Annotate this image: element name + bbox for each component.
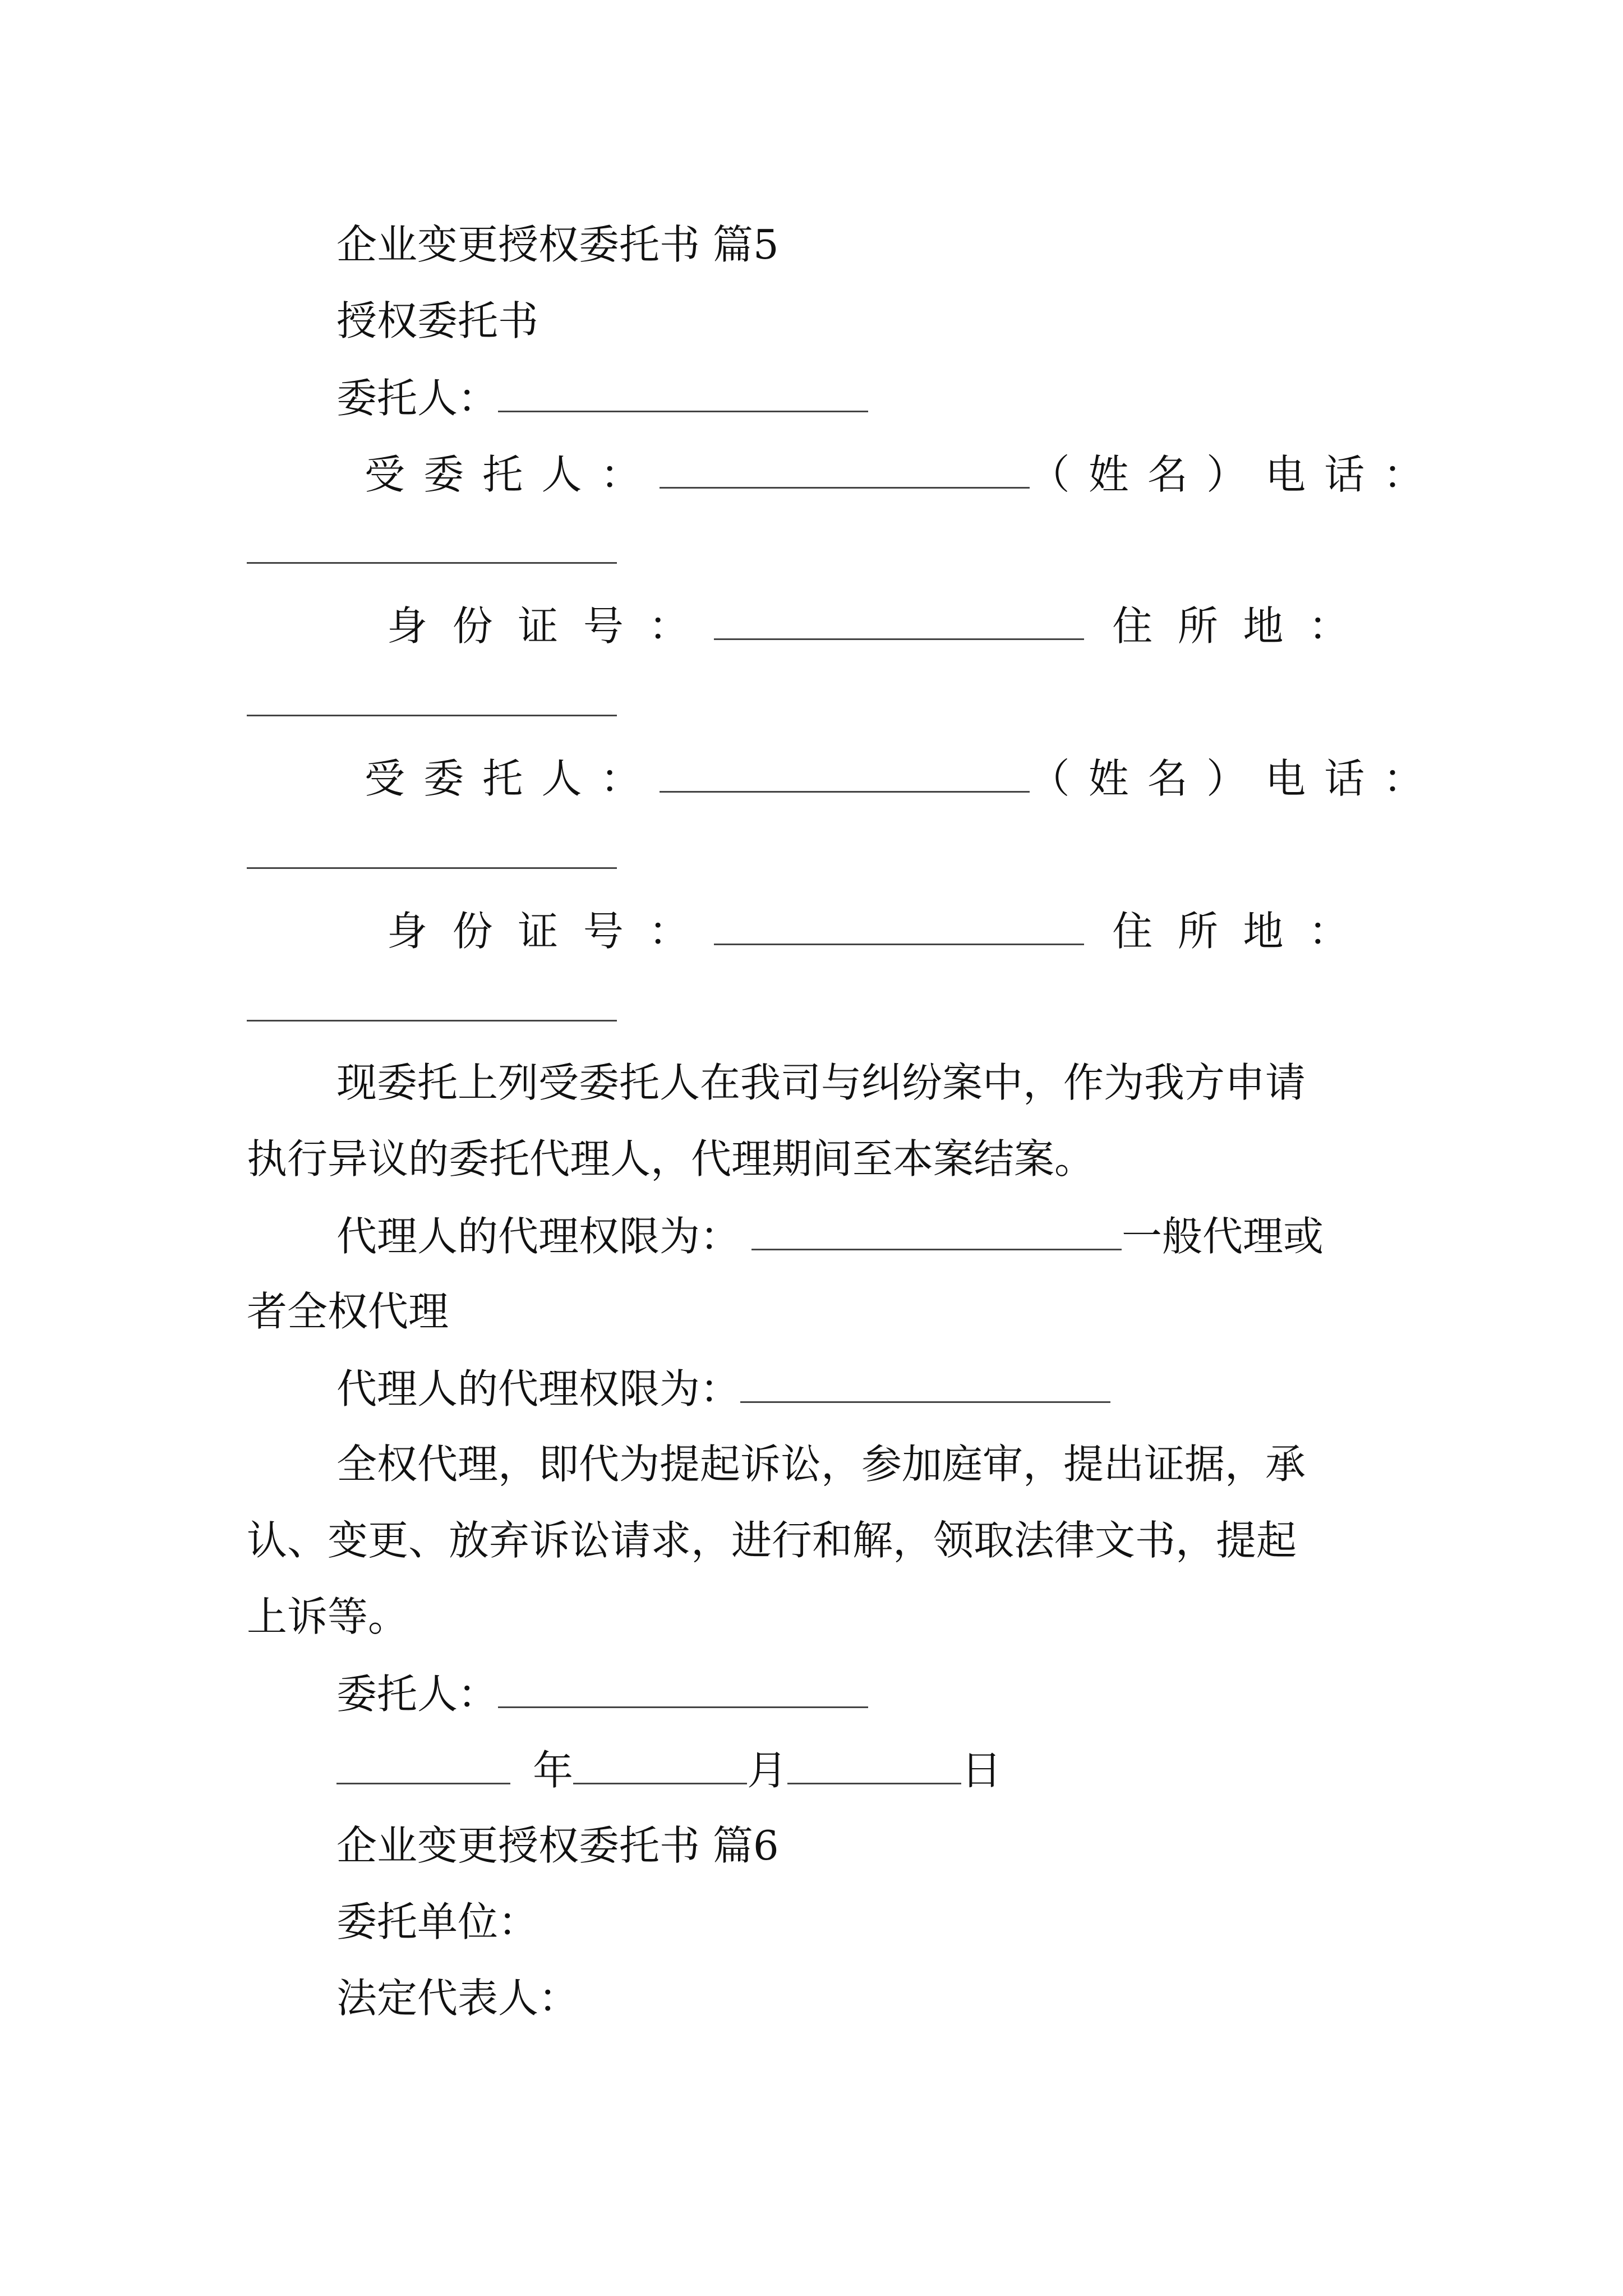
authority-blank-1	[751, 1208, 1122, 1250]
phone-blank-1	[247, 522, 617, 564]
year-blank	[336, 1742, 510, 1784]
authority-options-cont: 者全权代理	[247, 1288, 449, 1335]
authority-options: 一般代理或	[1122, 1213, 1324, 1260]
id-label-2: 身份证号：	[387, 908, 714, 955]
address-label-1: 住所地：	[1112, 602, 1374, 650]
phone-line-1	[247, 522, 617, 577]
name-phone-label-1: （姓名）电话：	[1029, 451, 1442, 498]
authority-line-2	[336, 1361, 1110, 1416]
section-heading-6: 企业变更授权委托书 篇6	[336, 1822, 779, 1869]
agent-line-2	[365, 751, 1442, 806]
para1-line2: 执行异议的委托代理人，代理期间至本案结案。	[247, 1135, 1095, 1182]
date-line	[336, 1742, 1002, 1797]
address-blank-2	[247, 979, 617, 1022]
section-heading-5: 企业变更授权委托书 篇5	[336, 221, 779, 268]
year-label: 年	[533, 1747, 574, 1794]
agent-label-1: 受委托人：	[365, 451, 660, 498]
month-label: 月	[747, 1747, 788, 1794]
id-blank-1	[714, 598, 1084, 640]
client-label-2: 委托人：	[336, 1671, 499, 1718]
day-label: 日	[961, 1747, 1002, 1794]
client-line-2	[336, 1666, 868, 1721]
id-blank-2	[714, 903, 1084, 945]
client-blank-2	[498, 1666, 868, 1708]
phone-line-2	[247, 827, 617, 882]
agent-name-blank-2	[660, 751, 1030, 793]
name-phone-label-2: （姓名）电话：	[1029, 755, 1442, 802]
authority-label-1: 代理人的代理权限为：	[336, 1213, 741, 1260]
month-blank	[573, 1742, 747, 1784]
para2-line3: 上诉等。	[247, 1593, 409, 1640]
authority-line-1	[336, 1208, 1324, 1263]
address-line-2	[247, 979, 617, 1034]
address-line-1	[247, 674, 617, 729]
phone-blank-2	[247, 827, 617, 869]
address-blank-1	[247, 674, 617, 716]
id-label-1: 身份证号：	[387, 602, 714, 650]
document-subtitle: 授权委托书	[336, 297, 539, 344]
client-line	[336, 370, 868, 425]
agent-label-2: 受委托人：	[365, 755, 660, 802]
address-label-2: 住所地：	[1112, 908, 1374, 955]
agent-line-1	[365, 447, 1442, 501]
para1-line1: 现委托上列受委托人在我司与纠纷案中，作为我方申请	[336, 1059, 1306, 1106]
authority-label-2: 代理人的代理权限为：	[336, 1365, 741, 1412]
para2-line2: 认、变更、放弃诉讼请求，进行和解，领取法律文书，提起	[247, 1517, 1297, 1564]
id-line-2	[387, 903, 1374, 958]
agent-name-blank-1	[660, 447, 1030, 489]
id-line-1	[387, 598, 1374, 653]
client-blank	[498, 370, 868, 412]
unit-line: 委托单位：	[336, 1898, 539, 1945]
authority-blank-2	[740, 1361, 1110, 1403]
client-label: 委托人：	[336, 375, 499, 422]
legal-rep-line: 法定代表人：	[336, 1975, 579, 2022]
para2-line1: 全权代理，即代为提起诉讼，参加庭审，提出证据，承	[336, 1441, 1306, 1488]
day-blank	[787, 1742, 961, 1784]
